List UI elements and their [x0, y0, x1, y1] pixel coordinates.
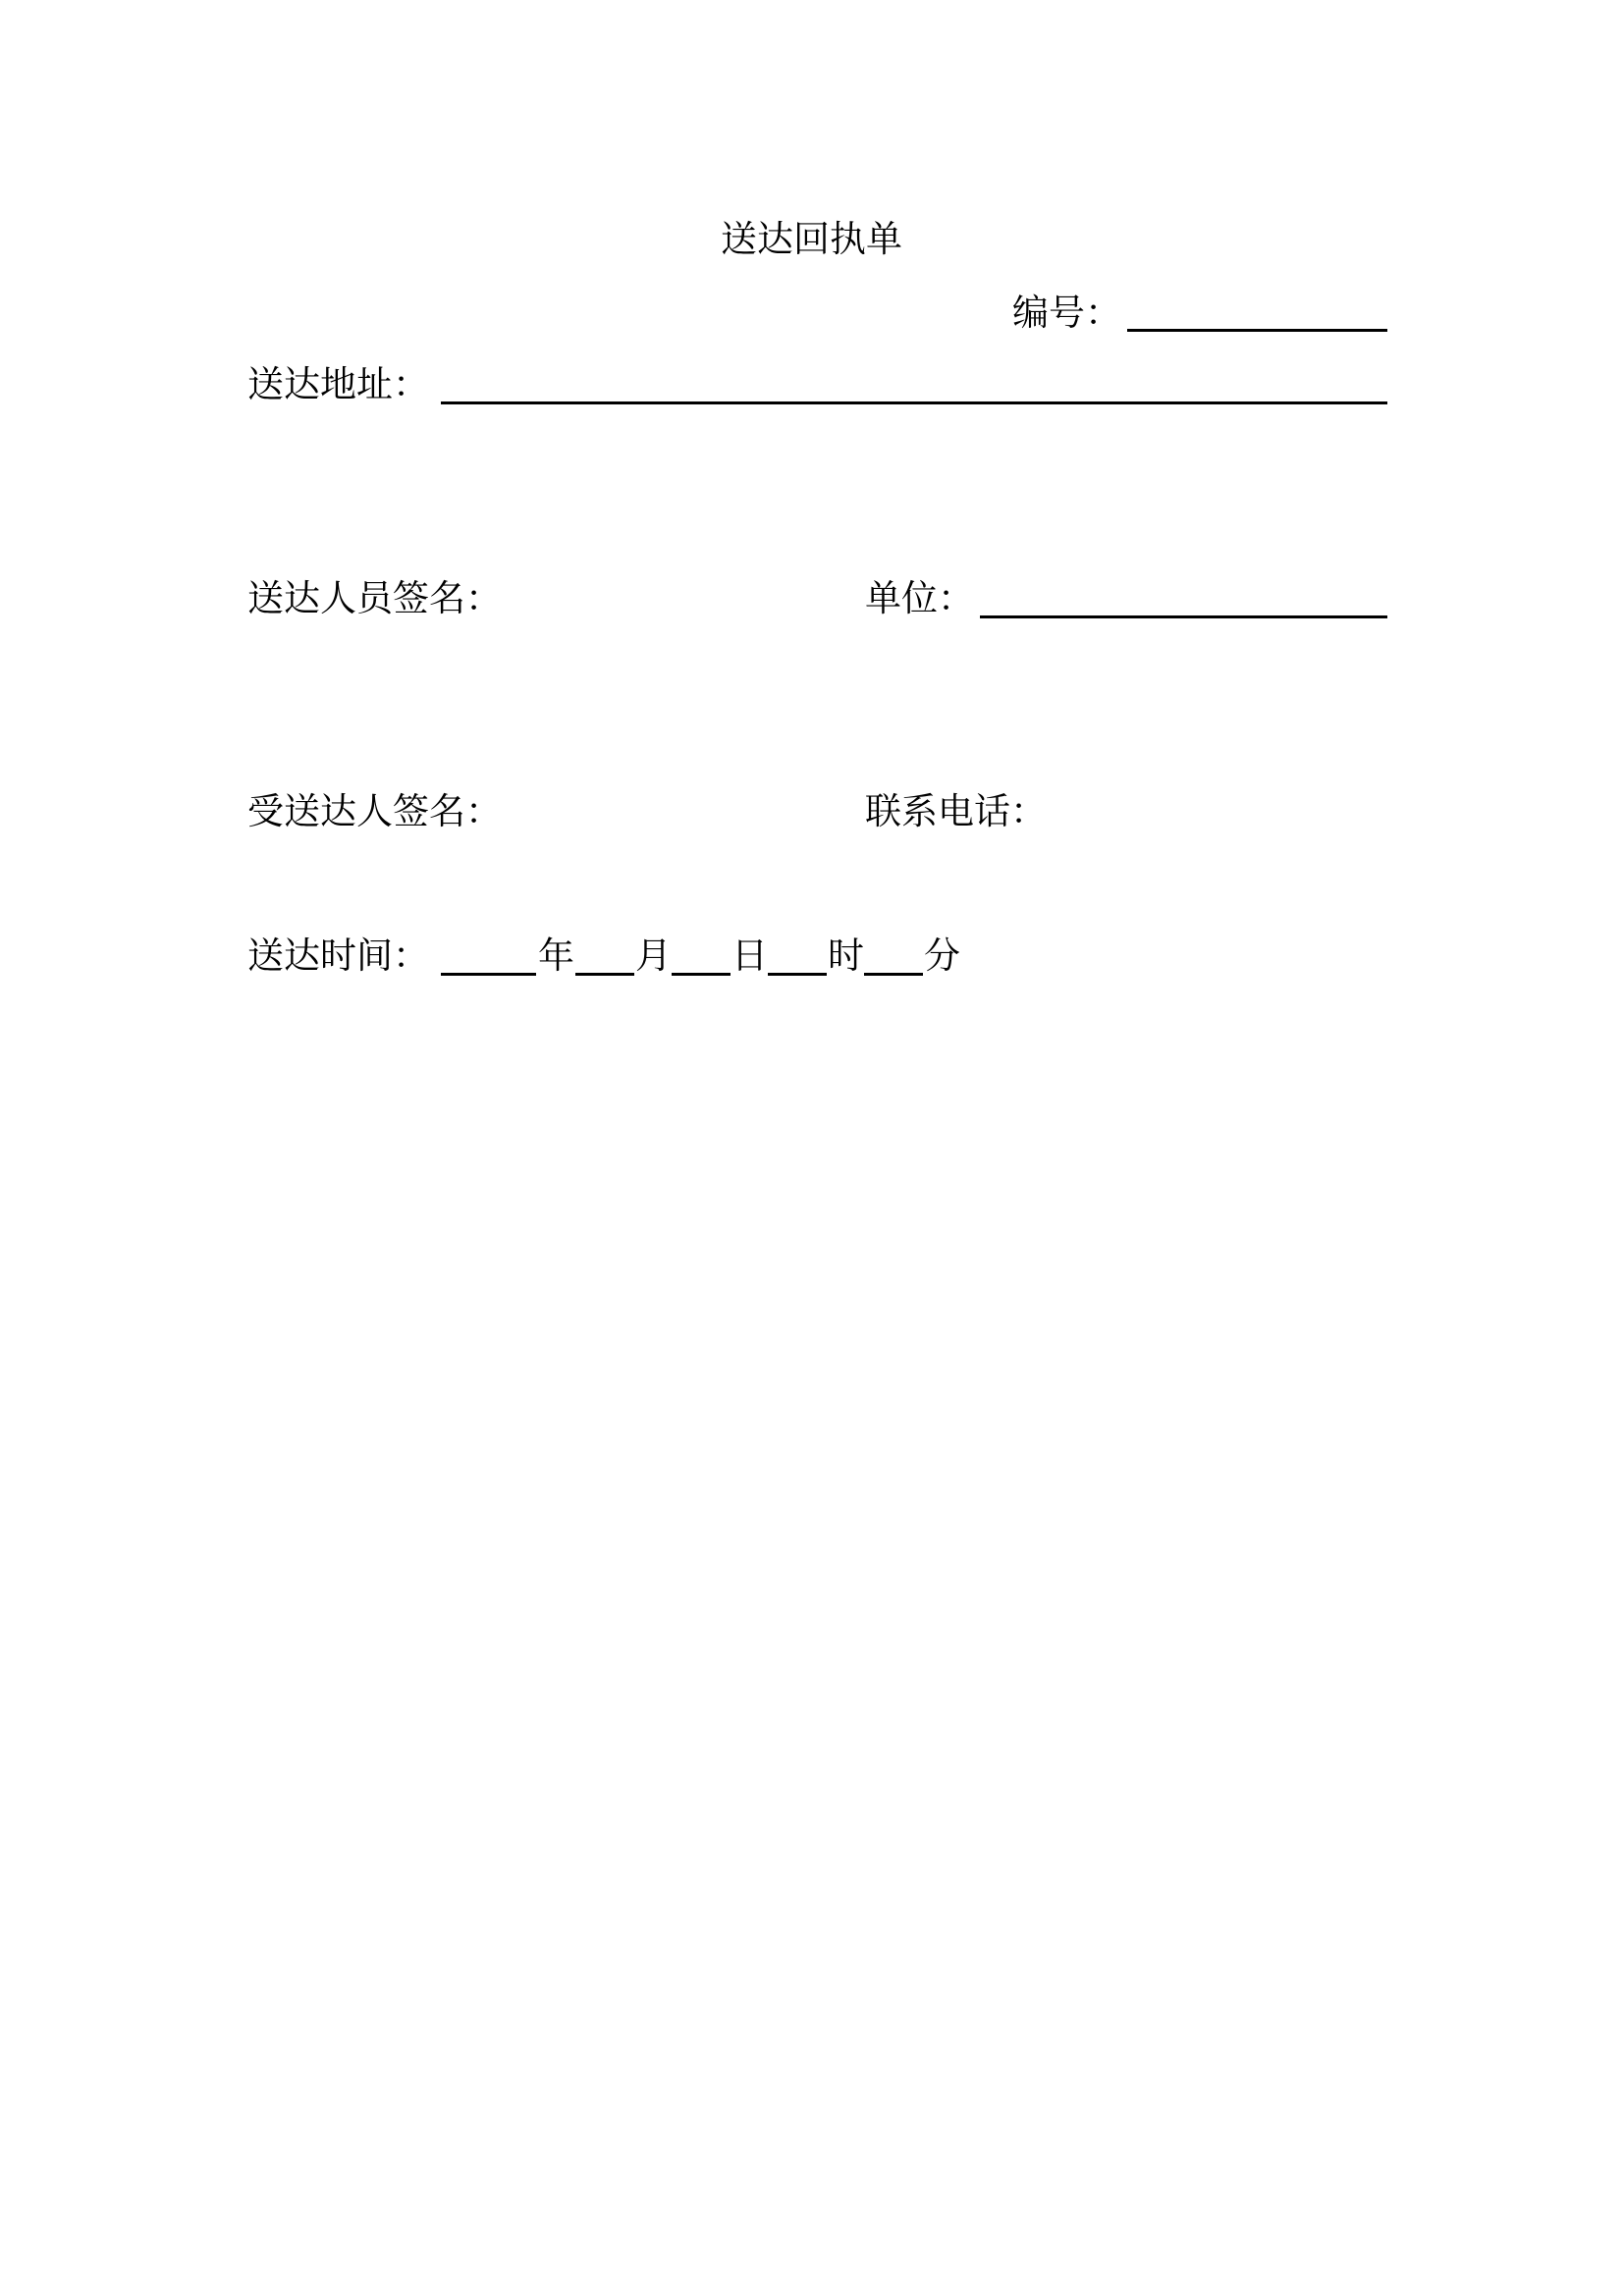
minute-unit: 分 [924, 934, 960, 977]
minute-field[interactable] [864, 973, 923, 976]
day-field[interactable] [672, 973, 731, 976]
year-unit: 年 [538, 934, 574, 977]
unit-label: 单位： [865, 577, 974, 619]
recipient-signature-label: 受送达人签名： [247, 790, 502, 832]
year-field[interactable] [441, 973, 536, 976]
delivery-time-label: 送达时间： [247, 934, 429, 977]
serial-label: 编号： [1012, 292, 1121, 334]
day-unit: 日 [731, 934, 768, 977]
address-field[interactable] [441, 401, 1387, 404]
phone-label: 联系电话： [865, 790, 1047, 832]
hour-field[interactable] [768, 973, 827, 976]
server-signature-label: 送达人员签名： [247, 577, 502, 619]
document-title: 送达回执单 [721, 218, 902, 260]
serial-field[interactable] [1127, 329, 1387, 332]
month-field[interactable] [575, 973, 634, 976]
hour-unit: 时 [828, 934, 864, 977]
address-label: 送达地址： [247, 363, 429, 405]
unit-field[interactable] [980, 615, 1387, 618]
month-unit: 月 [635, 934, 672, 977]
